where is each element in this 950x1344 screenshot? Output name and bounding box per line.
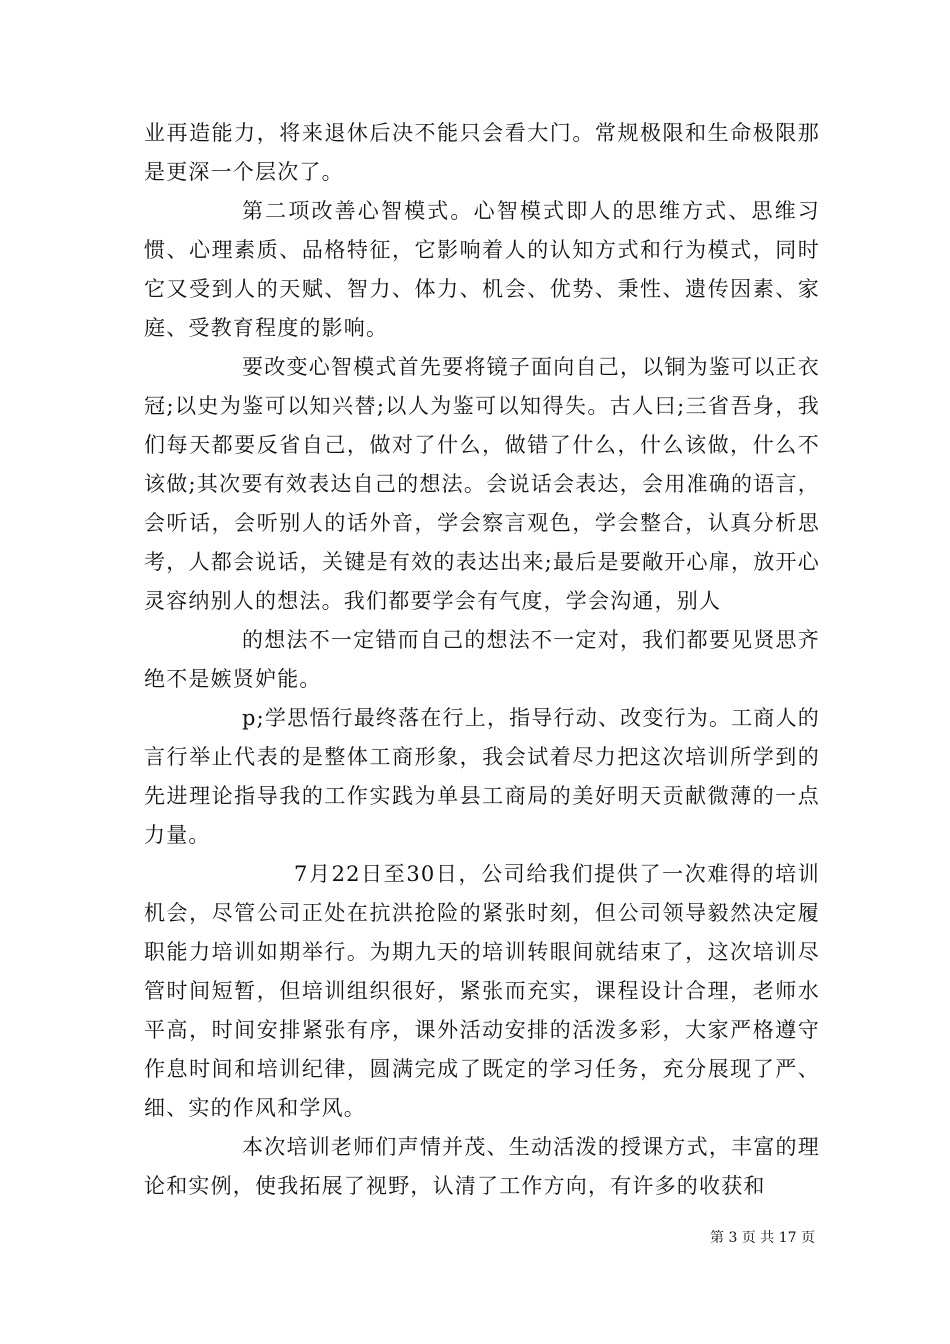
paragraph-training-dates: 7月22日至30日，公司给我们提供了一次难得的培训机会，尽管公司正处在抗洪抢险的紧张时刻，但公司领导毅然决定履职能力培训如期举行。为期九天的培训转眼间就结束了，这次培训尽管时间短暂，但培训组织很好，紧张而充实，课程设计合理，老师水平高，时间安排紧张有序，课外活动安排的活泼多彩，大家严格遵守作息时间和培训纪律，圆满完成了既定的学习任务，充分展现了严、细、实的作风和学风。 — [144, 862, 820, 1120]
paragraph-mental-model: 第二项改善心智模式。心智模式即人的思维方式、思维习惯、心理素质、品格特征，它影响着人的认知方式和行为模式，同时它又受到人的天赋、智力、体力、机会、优势、秉性、遗传因素、家庭、受教育程度的影响。 — [144, 199, 820, 340]
paragraph-learn-act: p;学思悟行最终落在行上，指导行动、改变行为。工商人的言行举止代表的是整体工商形象，我会试着尽力把这次培训所学到的先进理论指导我的工作实践为单县工商局的美好明天贡献微薄的一点力量。 — [144, 706, 820, 847]
paragraph-change-mindset: 要改变心智模式首先要将镜子面向自己，以铜为鉴可以正衣冠;以史为鉴可以知兴替;以人为鉴可以知得失。古人曰;三省吾身，我们每天都要反省自己，做对了什么，做错了什么，什么该做，什么不该做;其次要有效表达自己的想法。会说话会表达，会用准确的语言，会听话，会听别人的话外音，学会察言观色，学会整合，认真分析思考，人都会说话，关键是有效的表达出来;最后是要敞开心扉，放开心灵容纳别人的想法。我们都要学会有气度，学会沟通，别人 — [144, 355, 820, 613]
document-body — [144, 114, 820, 1206]
paragraph-training-gains: 本次培训老师们声情并茂、生动活泼的授课方式，丰富的理论和实例，使我拓展了视野，认清了工作方向，有许多的收获和 — [144, 1135, 820, 1198]
page-number-footer: 第 3 页 共 17 页 — [710, 1230, 815, 1246]
paragraph-others-ideas: 的想法不一定错而自己的想法不一定对，我们都要见贤思齐绝不是嫉贤妒能。 — [144, 628, 820, 691]
paragraph-continuation: 业再造能力，将来退休后决不能只会看大门。常规极限和生命极限那是更深一个层次了。 — [144, 121, 820, 184]
